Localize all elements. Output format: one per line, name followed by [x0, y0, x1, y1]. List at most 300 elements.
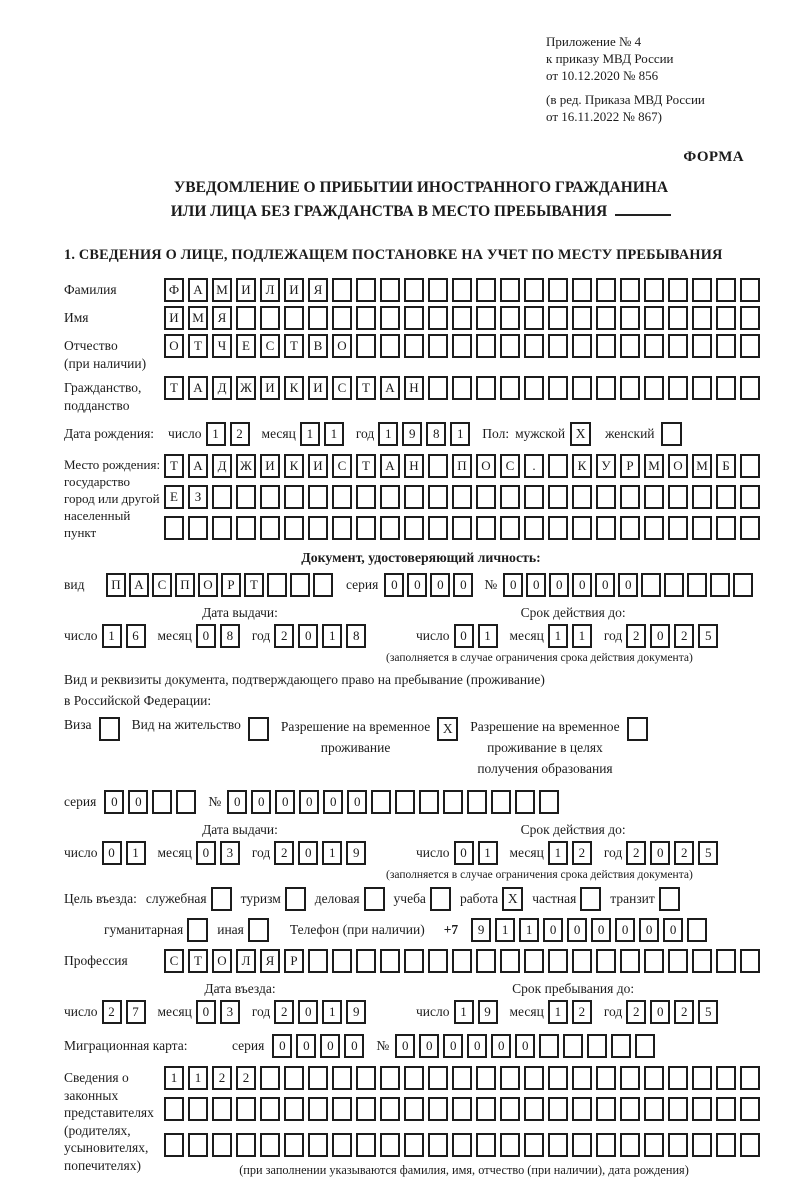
form-cell[interactable]: М [212, 278, 232, 302]
form-cell[interactable]: 0 [104, 790, 124, 814]
form-cell[interactable]: 2 [626, 1000, 646, 1024]
form-cell[interactable]: 1 [300, 422, 320, 446]
form-cell[interactable] [692, 516, 712, 540]
form-cell[interactable] [356, 485, 376, 509]
form-cell[interactable] [284, 1066, 304, 1090]
form-cell[interactable]: 1 [454, 1000, 474, 1024]
form-cell[interactable] [620, 485, 640, 509]
form-cell[interactable] [524, 485, 544, 509]
form-cell[interactable] [572, 516, 592, 540]
form-cell[interactable]: А [188, 278, 208, 302]
form-cell[interactable] [164, 1133, 184, 1157]
form-cell[interactable]: 2 [674, 1000, 694, 1024]
form-cell[interactable]: 5 [698, 1000, 718, 1024]
form-cell[interactable] [572, 1066, 592, 1090]
form-cell[interactable] [332, 1097, 352, 1121]
form-cell[interactable]: И [260, 454, 280, 478]
form-cell[interactable]: П [106, 573, 126, 597]
form-cell[interactable]: 0 [595, 573, 615, 597]
form-cell[interactable] [236, 306, 256, 330]
form-cell[interactable] [692, 1097, 712, 1121]
form-cell[interactable] [740, 1066, 760, 1090]
form-cell[interactable]: 2 [674, 841, 694, 865]
form-cell[interactable] [620, 376, 640, 400]
form-cell[interactable]: 0 [384, 573, 404, 597]
form-cell[interactable]: 1 [324, 422, 344, 446]
purpose-other-checkbox[interactable] [248, 918, 269, 942]
form-cell[interactable] [308, 516, 328, 540]
form-cell[interactable] [620, 278, 640, 302]
purpose-tourism-checkbox[interactable] [285, 887, 306, 911]
form-cell[interactable] [356, 516, 376, 540]
form-cell[interactable] [596, 306, 616, 330]
form-cell[interactable]: С [164, 949, 184, 973]
form-cell[interactable] [548, 949, 568, 973]
form-cell[interactable] [692, 1133, 712, 1157]
form-cell[interactable]: Т [356, 454, 376, 478]
form-cell[interactable] [596, 278, 616, 302]
form-cell[interactable] [644, 485, 664, 509]
form-cell[interactable]: 2 [236, 1066, 256, 1090]
form-cell[interactable] [428, 1066, 448, 1090]
form-cell[interactable] [620, 1097, 640, 1121]
form-cell[interactable]: Н [404, 454, 424, 478]
form-cell[interactable] [284, 1097, 304, 1121]
form-cell[interactable] [740, 334, 760, 358]
form-cell[interactable] [260, 1097, 280, 1121]
form-cell[interactable] [644, 516, 664, 540]
sex-male-checkbox[interactable]: X [570, 422, 591, 446]
form-cell[interactable] [284, 306, 304, 330]
form-cell[interactable] [332, 1133, 352, 1157]
form-cell[interactable]: 0 [453, 573, 473, 597]
form-cell[interactable]: Т [188, 949, 208, 973]
option-temp-residence-education-checkbox[interactable] [627, 717, 648, 741]
form-cell[interactable] [740, 516, 760, 540]
form-cell[interactable] [500, 949, 520, 973]
form-cell[interactable] [596, 485, 616, 509]
form-cell[interactable] [380, 1066, 400, 1090]
form-cell[interactable]: Д [212, 376, 232, 400]
form-cell[interactable] [380, 1097, 400, 1121]
form-cell[interactable]: 0 [467, 1034, 487, 1058]
form-cell[interactable] [308, 1133, 328, 1157]
form-cell[interactable] [500, 1097, 520, 1121]
form-cell[interactable] [668, 278, 688, 302]
form-cell[interactable] [476, 1066, 496, 1090]
form-cell[interactable] [428, 306, 448, 330]
form-cell[interactable] [404, 334, 424, 358]
form-cell[interactable]: К [284, 454, 304, 478]
form-cell[interactable]: 8 [346, 624, 366, 648]
form-cell[interactable]: 0 [196, 624, 216, 648]
form-cell[interactable] [692, 485, 712, 509]
form-cell[interactable] [260, 485, 280, 509]
form-cell[interactable] [212, 485, 232, 509]
form-cell[interactable]: Ж [236, 454, 256, 478]
purpose-work-checkbox[interactable]: X [502, 887, 523, 911]
form-cell[interactable]: 0 [503, 573, 523, 597]
form-cell[interactable]: 0 [344, 1034, 364, 1058]
option-residence-permit-checkbox[interactable] [248, 717, 269, 741]
form-cell[interactable] [620, 949, 640, 973]
form-cell[interactable] [428, 1133, 448, 1157]
form-cell[interactable]: 0 [443, 1034, 463, 1058]
purpose-study-checkbox[interactable] [430, 887, 451, 911]
form-cell[interactable] [236, 1097, 256, 1121]
form-cell[interactable]: 0 [454, 841, 474, 865]
form-cell[interactable] [668, 334, 688, 358]
form-cell[interactable] [572, 1133, 592, 1157]
form-cell[interactable] [476, 334, 496, 358]
form-cell[interactable] [428, 454, 448, 478]
form-cell[interactable]: 7 [126, 1000, 146, 1024]
form-cell[interactable]: С [152, 573, 172, 597]
form-cell[interactable] [356, 334, 376, 358]
form-cell[interactable]: 0 [102, 841, 122, 865]
form-cell[interactable] [188, 516, 208, 540]
form-cell[interactable] [524, 949, 544, 973]
form-cell[interactable] [644, 1097, 664, 1121]
form-cell[interactable]: Ч [212, 334, 232, 358]
form-cell[interactable]: 2 [212, 1066, 232, 1090]
form-cell[interactable] [308, 949, 328, 973]
form-cell[interactable]: О [212, 949, 232, 973]
form-cell[interactable] [452, 376, 472, 400]
form-cell[interactable] [716, 949, 736, 973]
form-cell[interactable]: 1 [164, 1066, 184, 1090]
form-cell[interactable]: Ф [164, 278, 184, 302]
form-cell[interactable] [620, 1066, 640, 1090]
form-cell[interactable] [356, 1133, 376, 1157]
form-cell[interactable] [452, 1066, 472, 1090]
form-cell[interactable]: Е [164, 485, 184, 509]
form-cell[interactable] [356, 306, 376, 330]
form-cell[interactable]: Р [221, 573, 241, 597]
form-cell[interactable]: Т [244, 573, 264, 597]
form-cell[interactable]: 2 [674, 624, 694, 648]
form-cell[interactable] [596, 1097, 616, 1121]
form-cell[interactable] [428, 376, 448, 400]
form-cell[interactable] [668, 1097, 688, 1121]
form-cell[interactable] [572, 334, 592, 358]
form-cell[interactable]: 1 [378, 422, 398, 446]
form-cell[interactable]: 3 [220, 1000, 240, 1024]
form-cell[interactable] [260, 306, 280, 330]
form-cell[interactable]: 1 [478, 624, 498, 648]
form-cell[interactable] [164, 516, 184, 540]
form-cell[interactable] [596, 376, 616, 400]
form-cell[interactable] [284, 485, 304, 509]
form-cell[interactable]: 0 [296, 1034, 316, 1058]
form-cell[interactable] [500, 306, 520, 330]
form-cell[interactable] [236, 516, 256, 540]
form-cell[interactable]: 0 [395, 1034, 415, 1058]
form-cell[interactable] [716, 306, 736, 330]
form-cell[interactable] [380, 949, 400, 973]
form-cell[interactable]: П [175, 573, 195, 597]
form-cell[interactable] [524, 376, 544, 400]
form-cell[interactable] [515, 790, 535, 814]
form-cell[interactable] [572, 306, 592, 330]
form-cell[interactable]: 0 [650, 624, 670, 648]
form-cell[interactable]: 0 [543, 918, 563, 942]
option-visa-checkbox[interactable] [99, 717, 120, 741]
form-cell[interactable]: С [260, 334, 280, 358]
form-cell[interactable] [500, 1066, 520, 1090]
form-cell[interactable] [356, 1097, 376, 1121]
form-cell[interactable] [188, 1133, 208, 1157]
form-cell[interactable] [524, 306, 544, 330]
form-cell[interactable] [308, 485, 328, 509]
form-cell[interactable] [692, 949, 712, 973]
form-cell[interactable] [740, 949, 760, 973]
form-cell[interactable] [548, 1097, 568, 1121]
form-cell[interactable] [716, 1133, 736, 1157]
form-cell[interactable] [596, 1133, 616, 1157]
form-cell[interactable] [290, 573, 310, 597]
form-cell[interactable]: 0 [430, 573, 450, 597]
form-cell[interactable]: О [332, 334, 352, 358]
form-cell[interactable]: А [380, 454, 400, 478]
form-cell[interactable] [313, 573, 333, 597]
form-cell[interactable] [404, 949, 424, 973]
form-cell[interactable] [152, 790, 172, 814]
form-cell[interactable]: И [308, 454, 328, 478]
form-cell[interactable]: 2 [626, 841, 646, 865]
form-cell[interactable]: О [164, 334, 184, 358]
form-cell[interactable]: О [198, 573, 218, 597]
form-cell[interactable] [620, 516, 640, 540]
form-cell[interactable]: 0 [196, 1000, 216, 1024]
form-cell[interactable] [380, 306, 400, 330]
form-cell[interactable] [428, 516, 448, 540]
form-cell[interactable]: 2 [626, 624, 646, 648]
form-cell[interactable]: С [500, 454, 520, 478]
form-cell[interactable] [212, 1097, 232, 1121]
form-cell[interactable] [572, 376, 592, 400]
sex-female-checkbox[interactable] [661, 422, 682, 446]
form-cell[interactable] [572, 949, 592, 973]
form-cell[interactable]: 1 [102, 624, 122, 648]
form-cell[interactable] [668, 376, 688, 400]
form-cell[interactable] [452, 516, 472, 540]
form-cell[interactable] [428, 278, 448, 302]
form-cell[interactable] [740, 1097, 760, 1121]
form-cell[interactable] [452, 306, 472, 330]
form-cell[interactable] [267, 573, 287, 597]
form-cell[interactable] [308, 306, 328, 330]
form-cell[interactable] [644, 1133, 664, 1157]
form-cell[interactable]: 1 [519, 918, 539, 942]
form-cell[interactable] [476, 1133, 496, 1157]
form-cell[interactable] [380, 334, 400, 358]
form-cell[interactable]: Т [164, 454, 184, 478]
form-cell[interactable] [164, 1097, 184, 1121]
form-cell[interactable] [476, 306, 496, 330]
form-cell[interactable]: И [236, 278, 256, 302]
form-cell[interactable] [539, 1034, 559, 1058]
form-cell[interactable] [524, 334, 544, 358]
form-cell[interactable] [404, 1133, 424, 1157]
form-cell[interactable] [356, 949, 376, 973]
form-cell[interactable] [524, 1097, 544, 1121]
form-cell[interactable]: 3 [220, 841, 240, 865]
form-cell[interactable] [668, 485, 688, 509]
form-cell[interactable]: 9 [471, 918, 491, 942]
form-cell[interactable]: 0 [298, 841, 318, 865]
form-cell[interactable]: 2 [274, 624, 294, 648]
form-cell[interactable] [687, 918, 707, 942]
form-cell[interactable] [644, 1066, 664, 1090]
form-cell[interactable]: Р [284, 949, 304, 973]
form-cell[interactable] [404, 278, 424, 302]
form-cell[interactable]: А [188, 376, 208, 400]
form-cell[interactable]: 0 [251, 790, 271, 814]
form-cell[interactable]: 2 [274, 841, 294, 865]
form-cell[interactable] [395, 790, 415, 814]
form-cell[interactable] [668, 306, 688, 330]
form-cell[interactable]: 5 [698, 624, 718, 648]
form-cell[interactable]: К [572, 454, 592, 478]
form-cell[interactable] [404, 306, 424, 330]
form-cell[interactable] [284, 516, 304, 540]
form-cell[interactable]: 0 [615, 918, 635, 942]
form-cell[interactable] [620, 1133, 640, 1157]
form-cell[interactable] [620, 306, 640, 330]
form-cell[interactable] [620, 334, 640, 358]
form-cell[interactable]: 2 [102, 1000, 122, 1024]
form-cell[interactable] [500, 278, 520, 302]
form-cell[interactable] [740, 278, 760, 302]
form-cell[interactable]: 0 [639, 918, 659, 942]
form-cell[interactable] [452, 278, 472, 302]
form-cell[interactable]: 2 [572, 1000, 592, 1024]
form-cell[interactable] [548, 278, 568, 302]
form-cell[interactable] [644, 949, 664, 973]
form-cell[interactable] [356, 278, 376, 302]
form-cell[interactable] [188, 1097, 208, 1121]
form-cell[interactable]: 0 [419, 1034, 439, 1058]
form-cell[interactable] [668, 949, 688, 973]
form-cell[interactable]: 0 [323, 790, 343, 814]
form-cell[interactable] [260, 1133, 280, 1157]
form-cell[interactable]: П [452, 454, 472, 478]
form-cell[interactable] [380, 1133, 400, 1157]
form-cell[interactable] [428, 949, 448, 973]
form-cell[interactable]: Т [188, 334, 208, 358]
form-cell[interactable] [212, 1133, 232, 1157]
form-cell[interactable]: 1 [322, 841, 342, 865]
form-cell[interactable]: О [668, 454, 688, 478]
form-cell[interactable]: 0 [227, 790, 247, 814]
form-cell[interactable] [539, 790, 559, 814]
form-cell[interactable] [332, 516, 352, 540]
purpose-private-checkbox[interactable] [580, 887, 601, 911]
form-cell[interactable] [668, 1133, 688, 1157]
form-cell[interactable]: 1 [322, 624, 342, 648]
form-cell[interactable]: 0 [567, 918, 587, 942]
form-cell[interactable] [716, 376, 736, 400]
form-cell[interactable] [404, 516, 424, 540]
form-cell[interactable]: Б [716, 454, 736, 478]
form-cell[interactable] [500, 516, 520, 540]
purpose-humanitarian-checkbox[interactable] [187, 918, 208, 942]
form-cell[interactable]: 0 [515, 1034, 535, 1058]
form-cell[interactable]: 9 [402, 422, 422, 446]
form-cell[interactable] [548, 306, 568, 330]
form-cell[interactable]: 0 [320, 1034, 340, 1058]
form-cell[interactable] [380, 516, 400, 540]
form-cell[interactable]: 6 [126, 624, 146, 648]
form-cell[interactable]: В [308, 334, 328, 358]
form-cell[interactable] [548, 376, 568, 400]
form-cell[interactable] [476, 516, 496, 540]
form-cell[interactable]: 1 [548, 1000, 568, 1024]
form-cell[interactable] [644, 278, 664, 302]
form-cell[interactable] [371, 790, 391, 814]
form-cell[interactable] [716, 485, 736, 509]
form-cell[interactable] [635, 1034, 655, 1058]
form-cell[interactable]: К [284, 376, 304, 400]
purpose-transit-checkbox[interactable] [659, 887, 680, 911]
form-cell[interactable] [176, 790, 196, 814]
form-cell[interactable] [563, 1034, 583, 1058]
form-cell[interactable] [710, 573, 730, 597]
form-cell[interactable]: 8 [220, 624, 240, 648]
form-cell[interactable] [260, 1066, 280, 1090]
form-cell[interactable] [404, 1097, 424, 1121]
form-cell[interactable] [380, 485, 400, 509]
form-cell[interactable] [356, 1066, 376, 1090]
form-cell[interactable]: 0 [272, 1034, 292, 1058]
form-cell[interactable] [596, 516, 616, 540]
form-cell[interactable]: 9 [346, 1000, 366, 1024]
form-cell[interactable] [332, 278, 352, 302]
form-cell[interactable] [587, 1034, 607, 1058]
form-cell[interactable]: 1 [188, 1066, 208, 1090]
form-cell[interactable]: Р [620, 454, 640, 478]
form-cell[interactable]: 2 [572, 841, 592, 865]
form-cell[interactable]: М [644, 454, 664, 478]
form-cell[interactable] [452, 485, 472, 509]
form-cell[interactable]: 8 [426, 422, 446, 446]
form-cell[interactable] [452, 334, 472, 358]
form-cell[interactable] [596, 334, 616, 358]
form-cell[interactable] [236, 485, 256, 509]
form-cell[interactable] [716, 334, 736, 358]
form-cell[interactable]: Я [212, 306, 232, 330]
form-cell[interactable] [644, 306, 664, 330]
form-cell[interactable]: А [129, 573, 149, 597]
form-cell[interactable]: З [188, 485, 208, 509]
form-cell[interactable] [692, 306, 712, 330]
form-cell[interactable]: 0 [663, 918, 683, 942]
form-cell[interactable]: 1 [450, 422, 470, 446]
form-cell[interactable]: 0 [407, 573, 427, 597]
form-cell[interactable] [500, 376, 520, 400]
form-cell[interactable] [572, 278, 592, 302]
form-cell[interactable]: 0 [526, 573, 546, 597]
form-cell[interactable]: Я [308, 278, 328, 302]
form-cell[interactable]: Т [356, 376, 376, 400]
form-cell[interactable] [668, 516, 688, 540]
form-cell[interactable] [548, 1133, 568, 1157]
form-cell[interactable]: 0 [454, 624, 474, 648]
form-cell[interactable] [476, 1097, 496, 1121]
form-cell[interactable] [524, 278, 544, 302]
form-cell[interactable]: 0 [591, 918, 611, 942]
